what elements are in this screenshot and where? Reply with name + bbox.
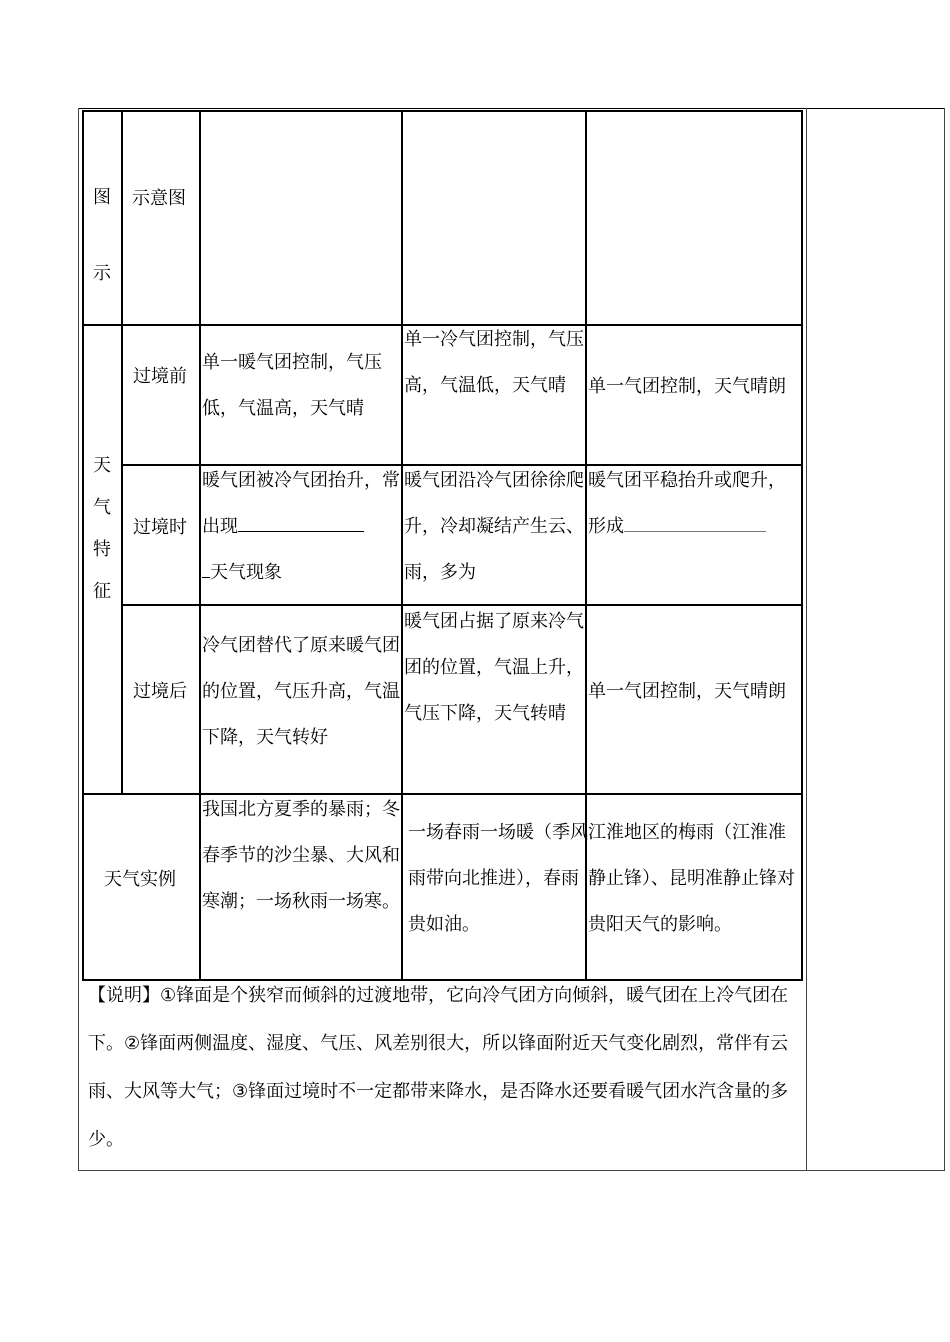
fill-blank-1: [238, 511, 364, 532]
examples-cell-3: 江淮地区的梅雨（江淮准静止锋）、昆明准静止锋对贵阳天气的影响。: [588, 822, 795, 935]
during-cell-2: 暖气团沿冷气团徐徐爬升，冷却凝结产生云、雨，多为: [404, 470, 584, 583]
diagram-cell-2: [403, 112, 585, 324]
row-label-before: 过境前: [133, 366, 187, 387]
outer-top-border: [78, 108, 945, 109]
right-margin-divider: [806, 108, 807, 1171]
diagram-cell-1: [201, 112, 401, 324]
during-cell-1-text-a: 暖气团被冷气团抬升，常出现: [202, 470, 400, 537]
after-cell-2: 暖气团占据了原来冷气团的位置，气温上升，气压下降，天气转晴: [404, 611, 584, 724]
after-cell-3: 单一气团控制，天气晴朗: [588, 681, 786, 702]
outer-bottom-border: [78, 1170, 945, 1171]
group-label-weather: 天气特征: [93, 455, 111, 602]
examples-cell-2: 一场春雨一场暖（季风雨带向北推进），春雨贵如油。: [408, 822, 588, 935]
group-label-diagram: 图示: [93, 187, 111, 284]
during-cell-1-text-b: 天气现象: [210, 562, 282, 583]
diagram-cell-3: [587, 112, 803, 324]
before-cell-3: 单一气团控制，天气晴朗: [588, 376, 786, 397]
row-divider-after: [82, 793, 803, 795]
examples-cell-1: 我国北方夏季的暴雨；冬春季节的沙尘暴、大风和寒潮；一场秋雨一场寒。: [202, 799, 400, 912]
row-label-during: 过境时: [133, 517, 187, 538]
fill-blank-1-cont: [202, 557, 210, 578]
outer-left-border: [78, 108, 79, 1171]
during-cell-3: [588, 458, 802, 550]
fill-blank-2: [624, 511, 766, 532]
note-paragraph: 【说明】①锋面是个狭窄而倾斜的过渡地带，它向冷气团方向倾斜，暖气团在上冷气团在下。②锋面两侧温度、湿度、气压、风差别很大，所以锋面附近天气变化剧烈，常伴有云雨、大风等大气；③锋面过境时不一定都带来降水，是否降水还要看暖气团水汽含量的多少。: [88, 985, 789, 1150]
before-cell-1: 单一暖气团控制，气压低，气温高，天气晴: [202, 352, 382, 419]
col-divider-group: [121, 110, 123, 795]
row-label-after: 过境后: [133, 681, 187, 702]
after-cell-1: 冷气团替代了原来暖气团的位置，气压升高，气温下降，天气转好: [202, 635, 400, 748]
outer-right-border: [944, 108, 945, 1171]
row-label-diagram: 示意图: [132, 188, 186, 209]
before-cell-2: 单一冷气团控制，气压高，气温低，天气晴: [404, 329, 584, 396]
row-label-examples: 天气实例: [104, 869, 176, 890]
during-cell-3-text: 暖气团平稳抬升或爬升，形成: [588, 470, 786, 537]
during-cell-1: [202, 458, 401, 596]
